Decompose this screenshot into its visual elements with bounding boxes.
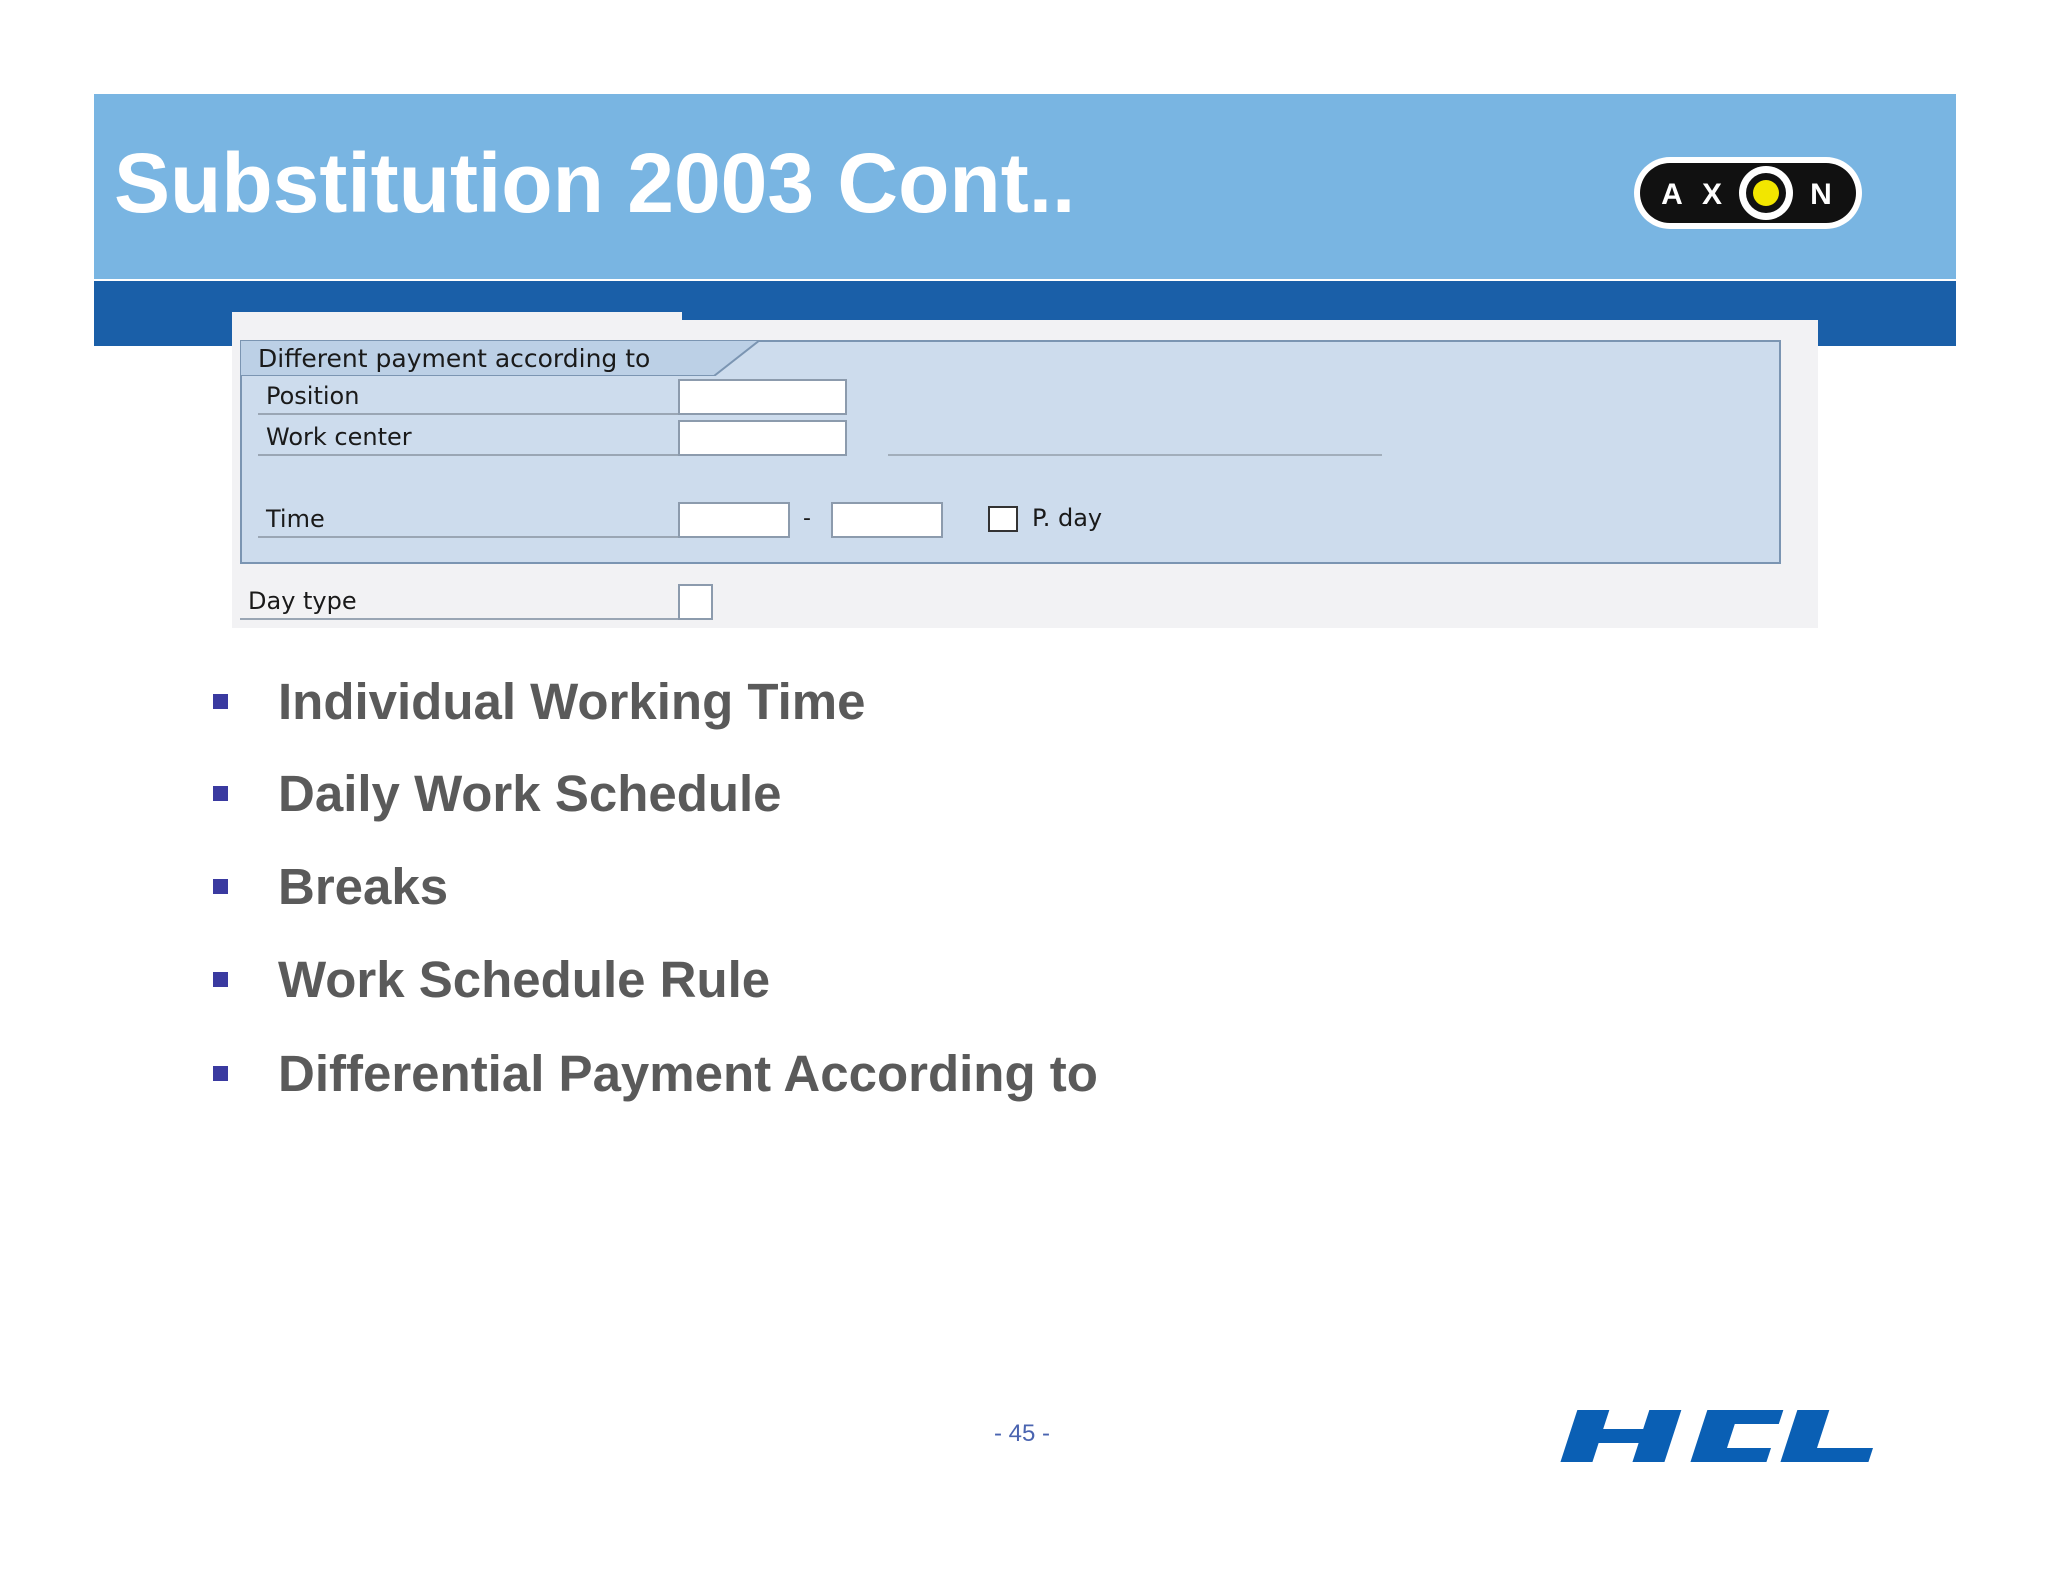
- work-center-input[interactable]: [678, 420, 847, 456]
- page-number: - 45 -: [994, 1420, 1051, 1447]
- time-from-input[interactable]: [678, 502, 790, 538]
- p-day-label: P. day: [1032, 504, 1103, 532]
- day-type-input[interactable]: [678, 584, 713, 620]
- bullet-text: Individual Working Time: [278, 673, 866, 730]
- p-day-checkbox[interactable]: [988, 506, 1018, 532]
- axon-letter-x: X: [1701, 178, 1723, 211]
- work-center-description-line: [888, 454, 1382, 456]
- group-title: Different payment according to: [258, 344, 651, 373]
- axon-letter-n: N: [1810, 178, 1832, 211]
- time-label: Time: [258, 502, 678, 538]
- bullet-text: Daily Work Schedule: [278, 765, 782, 822]
- bullet-icon: [213, 694, 228, 709]
- bullet-text: Breaks: [278, 858, 449, 915]
- axon-letter-a: A: [1661, 178, 1683, 211]
- position-input[interactable]: [678, 379, 847, 415]
- bullet-icon: [213, 879, 228, 894]
- work-center-label: Work center: [258, 420, 678, 456]
- bullet-icon: [213, 1066, 228, 1081]
- hcl-logo: [1548, 1408, 1918, 1464]
- time-separator: -: [803, 506, 811, 531]
- day-type-label: Day type: [240, 584, 678, 620]
- time-to-input[interactable]: [831, 502, 943, 538]
- bullet-icon: [213, 972, 228, 987]
- axon-logo: [1632, 155, 1864, 231]
- bullet-text: Differential Payment According to: [278, 1045, 1098, 1102]
- bullet-text: Work Schedule Rule: [278, 951, 771, 1008]
- slide-title: Substitution 2003 Cont..: [114, 136, 1076, 230]
- position-label: Position: [258, 379, 678, 415]
- bullet-icon: [213, 786, 228, 801]
